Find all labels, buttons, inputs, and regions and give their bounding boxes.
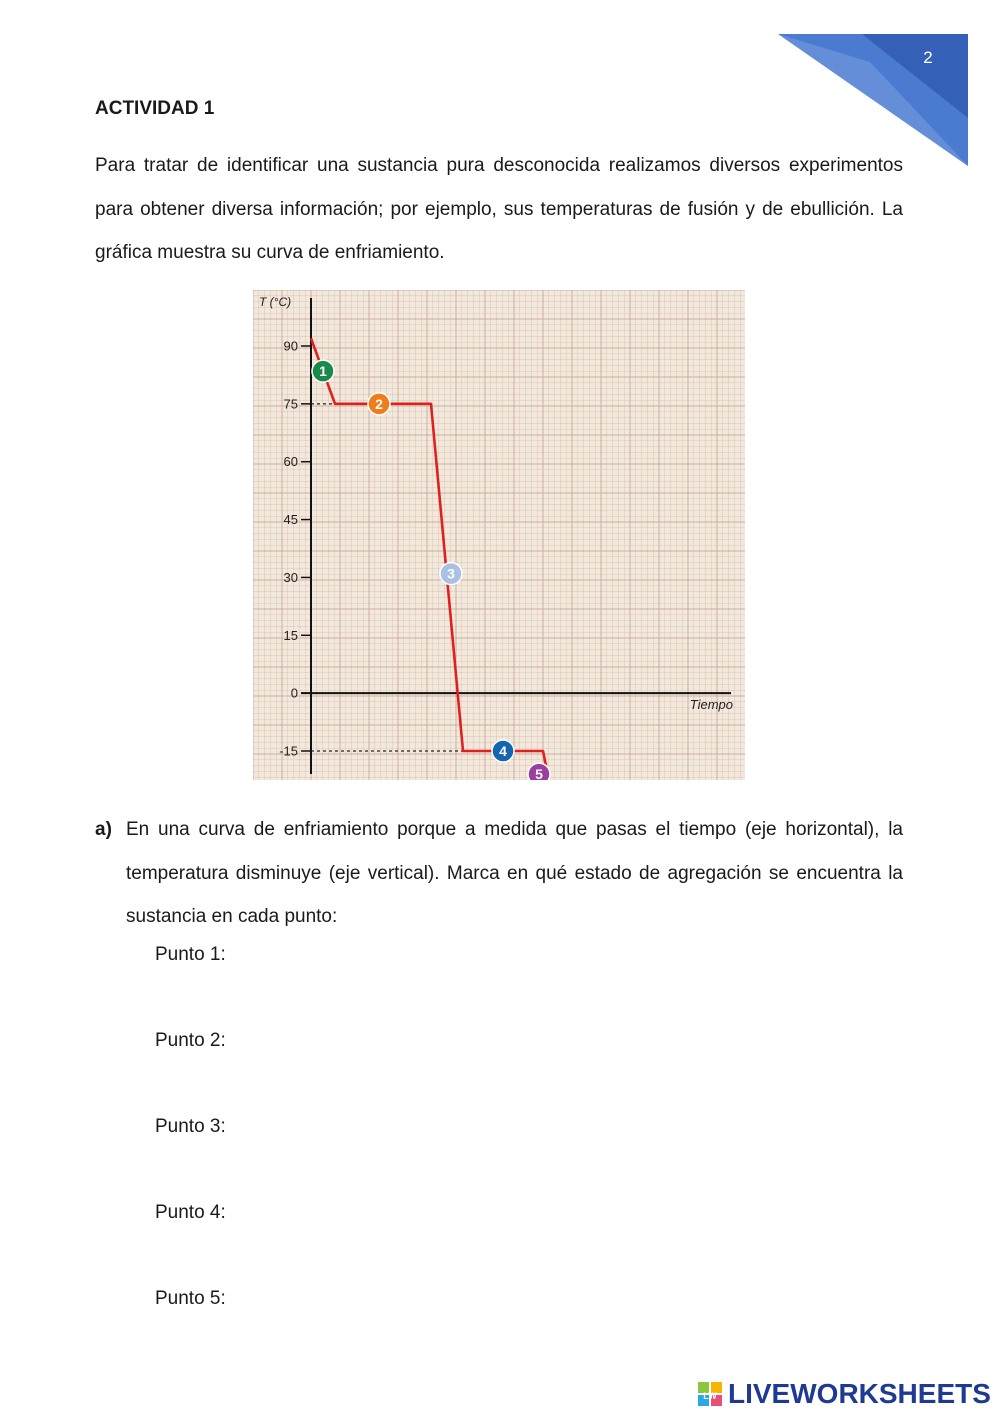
- point-marker-label: 4: [499, 743, 507, 759]
- x-axis-label: Tiempo: [689, 697, 733, 712]
- y-tick-label: 30: [283, 569, 298, 585]
- point-marker-3: [440, 563, 462, 585]
- answer-punto-5[interactable]: Punto 5:: [155, 1288, 226, 1309]
- cooling-curve-chart: [253, 290, 745, 780]
- point-marker-1: [312, 360, 334, 382]
- y-axis-label: T (°C): [259, 295, 292, 309]
- point-marker-label: 1: [319, 363, 327, 380]
- point-marker-4: [492, 740, 514, 762]
- answer-punto-4[interactable]: Punto 4:: [155, 1202, 226, 1223]
- answer-punto-1[interactable]: Punto 1:: [155, 944, 226, 965]
- question-letter: a): [95, 819, 112, 840]
- y-tick-label: 60: [283, 454, 298, 470]
- y-tick-label: 15: [283, 627, 298, 643]
- y-tick-label: 90: [283, 338, 298, 354]
- answer-punto-3[interactable]: Punto 3:: [155, 1116, 226, 1137]
- answer-list: [155, 936, 226, 1366]
- y-tick-label: -15: [279, 743, 298, 759]
- y-tick-label: 0: [290, 685, 298, 701]
- y-tick-label: 45: [283, 512, 298, 528]
- logo-mark-text: LW: [703, 1391, 717, 1401]
- answer-punto-2[interactable]: Punto 2:: [155, 1030, 226, 1051]
- point-marker-label: 5: [535, 766, 543, 780]
- page-number: 2: [923, 48, 933, 67]
- question-a: [95, 808, 903, 939]
- point-marker-2: [368, 393, 390, 415]
- question-text: En una curva de enfriamiento porque a medida que pasas el tiempo (eje horizontal), la temperatura disminuye (eje vertical). Marca en qué estado de agregación se encuentra la sustancia en cada punto:: [126, 819, 903, 927]
- logo-mark-icon: [698, 1382, 722, 1406]
- point-marker-5: [528, 763, 550, 780]
- chart-svg: [253, 290, 745, 780]
- liveworksheets-brand: LIVEWORKSHEETS: [728, 1378, 991, 1409]
- point-marker-label: 2: [375, 395, 383, 412]
- liveworksheets-logo: [698, 1376, 991, 1412]
- point-marker-label: 3: [447, 565, 455, 582]
- y-tick-label: 75: [283, 396, 298, 412]
- activity-title: ACTIVIDAD 1: [95, 98, 215, 119]
- intro-paragraph: Para tratar de identificar una sustancia pura desconocida realizamos diversos experimentos para obtener diversa información; por ejemplo, sus temperaturas de fusión y de ebullición. La gráfica muestra su curva de enfriamiento.: [95, 155, 903, 263]
